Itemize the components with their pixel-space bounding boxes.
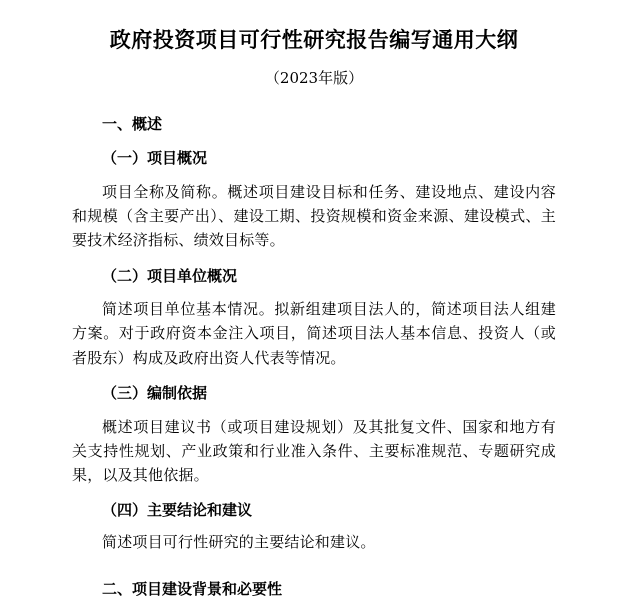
- sub-heading-1-4: （四）主要结论和建议: [102, 501, 253, 520]
- page-subtitle: （2023年版）: [264, 69, 364, 88]
- section-heading-1: 一、概述: [102, 114, 163, 133]
- sub-heading-1-2: （二）项目单位概况: [102, 266, 238, 285]
- section-heading-2: 二、项目建设背景和必要性: [102, 580, 283, 599]
- page-title: 政府投资项目可行性研究报告编写通用大纲: [109, 27, 519, 52]
- paragraph-1-4-1: 简述项目可行性研究的主要结论和建议。: [102, 532, 376, 551]
- sub-heading-1-3: （三）编制依据: [102, 384, 208, 403]
- paragraph-1-2-1: 简述项目单位基本情况。拟新组建项目法人的，简述项目法人组建方案。对于政府资本金注入项目，简述项目法人基本信息、投资人（或者股东）构成及政府出资人代表等情况。: [72, 300, 556, 367]
- sub-heading-1-1: （一）项目概况: [102, 149, 208, 168]
- paragraph-1-3-1: 概述项目建议书（或项目建设规划）及其批复文件、国家和地方有关支持性规划、产业政策和行业准入条件、主要标准规范、专题研究成果，以及其他依据。: [72, 417, 556, 485]
- paragraph-1-1-1: 项目全称及简称。概述项目建设目标和任务、建设地点、建设内容和规模（含主要产出）、建设工期、投资规模和资金来源、建设模式、主要技术经济指标、绩效目标等。: [72, 182, 556, 250]
